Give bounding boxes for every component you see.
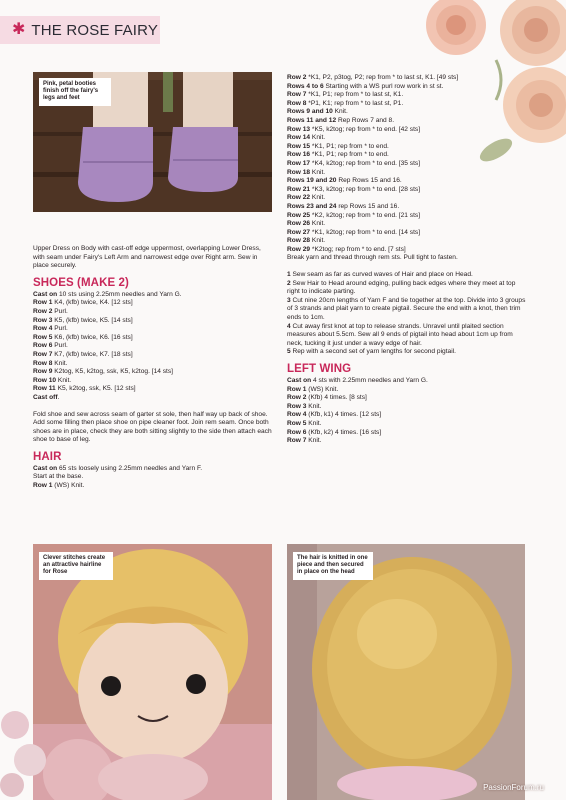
row-label: Row 18: [287, 168, 311, 176]
row-text: Knit.: [332, 108, 348, 116]
pattern-row: [287, 323, 527, 349]
left-column: [33, 245, 273, 491]
row-text: Purl.: [52, 325, 68, 333]
pattern-row: [287, 377, 527, 386]
row-text: Purl.: [52, 342, 68, 350]
watermark: PassionForum.ru: [483, 783, 544, 792]
row-label: Rows 23 and 24: [287, 202, 337, 210]
pattern-row: [33, 317, 273, 326]
pattern-row: [33, 394, 273, 403]
row-text: Starting with a WS purl row work in st st.: [323, 82, 444, 90]
row-text: K6, (kfb) twice, K6. [16 sts]: [52, 333, 133, 341]
row-text: Start at the base.: [33, 473, 84, 481]
row-text: *K2, k2tog; rep from * to end. [21 sts]: [310, 211, 421, 219]
pattern-row: [287, 254, 527, 263]
pattern-row: [287, 394, 527, 403]
pattern-row: [33, 368, 273, 377]
pattern-row: [287, 386, 527, 395]
pattern-row: [33, 482, 273, 491]
row-label: Row 1: [33, 482, 53, 490]
pattern-row: [287, 108, 527, 117]
booties-caption: Pink, petal booties finish off the fairy's legs and feet: [39, 78, 111, 106]
row-text: Knit.: [306, 419, 322, 427]
row-label: Row 29: [287, 245, 311, 253]
decorative-flowers: [0, 700, 70, 800]
row-text: Knit.: [306, 402, 322, 410]
row-label: 5: [287, 348, 291, 356]
shoes-finishing: Fold shoe and sew across seam of garter st sole, then half way up back of shoe. Add some filling then place shoe on pipe cleaner foot. Join rem seam. Once both shoes are in place, check they are both sitting slightly to the side then attach each shoe to base of leg.: [33, 410, 272, 444]
pattern-row: [33, 377, 273, 386]
page-title: THE ROSE FAIRY: [31, 21, 159, 39]
row-label: Row 2: [287, 394, 307, 402]
pattern-row: [287, 429, 527, 438]
row-label: Row 5: [287, 419, 307, 427]
row-label: Row 26: [287, 220, 311, 228]
row-text: Rep Rows 15 and 16.: [336, 177, 402, 185]
pattern-row: [33, 299, 273, 308]
row-text: K5, (kfb) twice, K5. [14 sts]: [52, 316, 133, 324]
row-label: Cast off: [33, 393, 58, 401]
row-text: *K1, P2, p3tog, P2; rep from * to last st, K1. [49 sts]: [306, 74, 459, 81]
row-label: Row 8: [287, 99, 307, 107]
row-label: Row 22: [287, 194, 311, 202]
row-label: Row 7: [287, 91, 307, 99]
pattern-row: [287, 411, 527, 420]
row-label: Row 17: [287, 159, 311, 167]
row-label: Row 7: [33, 350, 53, 358]
shoes-heading: SHOES (MAKE 2): [33, 276, 129, 289]
row-label: Row 4: [287, 411, 307, 419]
row-text: rep Rows 15 and 16.: [336, 202, 400, 210]
row-text: 10 sts using 2.25mm needles and Yarn G.: [57, 290, 182, 298]
hairline-caption: Clever stitches create an attractive hairline for Rose: [39, 552, 113, 580]
row-label: Row 27: [287, 228, 311, 236]
row-label: Row 6: [287, 428, 307, 436]
hair-pattern-continued: [287, 74, 527, 263]
pattern-row: [287, 403, 527, 412]
booties-photo: [33, 72, 272, 212]
pattern-row: [287, 186, 527, 195]
pattern-row: [287, 134, 527, 143]
row-text: Knit.: [310, 134, 326, 142]
pattern-row: [287, 117, 527, 126]
row-text: K4, (kfb) twice, K4. [12 sts]: [52, 299, 133, 307]
row-label: Row 1: [287, 385, 307, 393]
row-text: Break yarn and thread through rem sts. Pull tight to fasten.: [287, 254, 458, 262]
row-text: *K1, P1; rep from * to end.: [310, 151, 389, 159]
pattern-row: [287, 169, 527, 178]
hair-making-up-steps: [287, 271, 527, 357]
row-text: Sew seam as far as curved waves of Hair and place on Head.: [290, 271, 473, 279]
row-text: Knit.: [310, 220, 326, 228]
pattern-row: [287, 194, 527, 203]
pattern-row: [33, 473, 273, 482]
row-text: Sew Hair to Head around edging, pulling back edges where they meet at top right to indicate parting.: [287, 279, 516, 296]
row-text: Cut away first knot at top to release strands. Unravel until plaited section measures about 5.5cm. Sew all 9 ends of pigtail into head about 1cm up from neck, tucking it just under a wavy edge of hair.: [287, 322, 513, 347]
row-text: 65 sts loosely using 2.25mm needles and Yarn F.: [57, 464, 203, 472]
row-text: *K2tog; rep from * to end. [7 sts]: [310, 245, 406, 253]
row-text: (Kfb, k2) 4 times. [16 sts]: [306, 428, 382, 436]
row-text: *K4, k2tog; rep from * to end. [35 sts]: [310, 159, 421, 167]
pattern-row: [287, 126, 527, 135]
row-label: Rows 9 and 10: [287, 108, 333, 116]
row-label: Row 3: [287, 402, 307, 410]
pattern-row: [287, 229, 527, 238]
row-text: *K5, k2tog; rep from * to end. [42 sts]: [310, 125, 421, 133]
row-text: (Kfb, k1) 4 times. [12 sts]: [306, 411, 382, 419]
row-text: *K1, k2tog; rep from * to end. [14 sts]: [310, 228, 421, 236]
row-label: Row 4: [33, 325, 53, 333]
pattern-row: [33, 465, 273, 474]
row-label: Row 25: [287, 211, 311, 219]
pattern-row: [33, 308, 273, 317]
row-text: Knit.: [52, 359, 68, 367]
pattern-row: [287, 151, 527, 160]
hair-heading: HAIR: [33, 450, 62, 463]
hair-pattern-start: [33, 465, 273, 491]
row-text: K2tog, K5, k2tog, ssk, K5, k2tog. [14 sts]: [52, 368, 174, 376]
pattern-row: [287, 160, 527, 169]
row-label: 4: [287, 322, 291, 330]
row-text: (WS) Knit.: [306, 385, 339, 393]
row-label: Row 3: [33, 316, 53, 324]
row-label: Row 9: [33, 368, 53, 376]
row-text: Knit.: [310, 237, 326, 245]
pattern-row: [287, 91, 527, 100]
row-label: Rows 11 and 12: [287, 116, 337, 124]
row-label: Cast on: [287, 377, 312, 384]
pattern-row: [287, 74, 527, 83]
pattern-row: [287, 420, 527, 429]
row-label: Row 13: [287, 125, 311, 133]
row-text: K7, (kfb) twice, K7. [18 sts]: [52, 350, 133, 358]
dress-instructions: Upper Dress on Body with cast-off edge uppermost, overlapping Lower Dress, with seam under Fairy's Left Arm and narrowest edge over Right arm. Sew in place securely.: [33, 245, 261, 270]
row-label: Row 1: [33, 299, 53, 307]
row-label: Rows 4 to 6: [287, 82, 324, 90]
pattern-row: [33, 385, 273, 394]
row-text: Rep Rows 7 and 8.: [336, 116, 395, 124]
left-wing-pattern: [287, 377, 527, 446]
row-label: Row 21: [287, 185, 311, 193]
right-column: [287, 74, 527, 446]
row-label: Row 6: [33, 342, 53, 350]
row-text: Knit.: [310, 194, 326, 202]
pattern-row: [287, 83, 527, 92]
left-wing-heading: LEFT WING: [287, 363, 352, 375]
row-label: Row 2: [287, 74, 307, 81]
pattern-row: [33, 360, 273, 369]
pattern-row: [287, 237, 527, 246]
pattern-row: [287, 271, 527, 280]
pattern-row: [287, 437, 527, 446]
asterisk-icon: ✱: [12, 21, 26, 38]
row-text: *K1, P1; rep from * to last st, K1.: [306, 91, 404, 99]
pattern-row: [287, 212, 527, 221]
row-label: Row 7: [287, 437, 307, 445]
row-text: Purl.: [52, 307, 68, 315]
row-label: Row 28: [287, 237, 311, 245]
row-text: Knit.: [310, 168, 326, 176]
row-text: 4 sts with 2.25mm needles and Yarn G.: [311, 377, 428, 384]
pattern-row: [287, 220, 527, 229]
pattern-row: [287, 246, 527, 255]
row-text: K5, k2tog, ssk, K5. [12 sts]: [55, 385, 136, 393]
row-label: Row 11: [33, 385, 56, 393]
hair-back-photo: [287, 544, 525, 800]
row-label: Row 14: [287, 134, 311, 142]
pattern-row: [287, 280, 527, 297]
row-text: (Kfb) 4 times. [8 sts]: [306, 394, 367, 402]
row-label: Rows 19 and 20: [287, 177, 337, 185]
shoes-pattern: [33, 291, 273, 403]
pattern-row: [33, 342, 273, 351]
pattern-row: [33, 325, 273, 334]
row-text: *P1, K1; rep from * to last st, P1.: [306, 99, 404, 107]
pattern-row: [287, 297, 527, 323]
hair-caption: The hair is knitted in one piece and then secured in place on the head: [293, 552, 373, 580]
pattern-row: [33, 334, 273, 343]
row-text: (WS) Knit.: [52, 482, 85, 490]
pattern-row: [287, 203, 527, 212]
row-text: Knit.: [56, 376, 72, 384]
row-label: 2: [287, 279, 291, 287]
row-label: 3: [287, 296, 291, 304]
row-label: Row 16: [287, 151, 311, 159]
row-label: Row 10: [33, 376, 57, 384]
pattern-row: [287, 100, 527, 109]
pattern-row: [33, 351, 273, 360]
row-label: Row 15: [287, 142, 311, 150]
row-label: 1: [287, 271, 291, 279]
row-label: Row 8: [33, 359, 53, 367]
pattern-row: [33, 291, 273, 300]
row-label: Cast on: [33, 464, 58, 472]
row-label: Cast on: [33, 290, 58, 298]
pattern-row: [287, 348, 527, 357]
row-label: Row 5: [33, 333, 53, 341]
pattern-row: [287, 143, 527, 152]
section-header: [0, 16, 160, 44]
row-text: Rep with a second set of yarn lengths for second pigtail.: [290, 348, 456, 356]
row-text: *K3, k2tog; rep from * to end. [28 sts]: [310, 185, 421, 193]
pattern-row: [287, 177, 527, 186]
row-label: Row 2: [33, 307, 53, 315]
row-text: Cut nine 20cm lengths of Yarn F and tie together at the top. Divide into 3 groups of 3 strands and plait yarn to create pigtail. Secure the end with a knot, then trim ends to 1cm.: [287, 296, 526, 322]
row-text: Knit.: [306, 437, 322, 445]
row-text: .: [57, 393, 60, 401]
row-text: *K1, P1; rep from * to end.: [310, 142, 389, 150]
